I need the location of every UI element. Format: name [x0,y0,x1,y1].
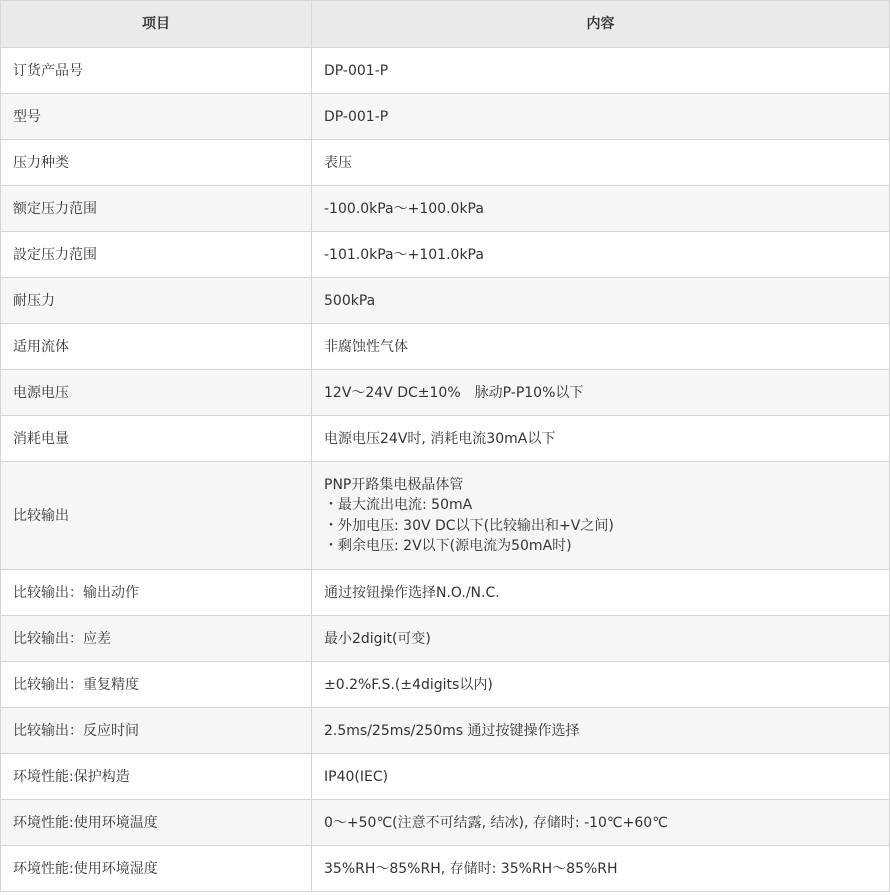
table-row [1,846,890,892]
row-item: 消耗电量 [1,416,312,462]
row-content: 表压 [312,140,890,186]
row-content: DP-001-P [312,48,890,94]
table-row [1,278,890,324]
row-item: 压力种类 [1,140,312,186]
row-content: 非腐蚀性气体 [312,324,890,370]
table-row [1,324,890,370]
row-item: 設定压力范围 [1,232,312,278]
row-content [312,462,890,570]
row-content: 500kPa [312,278,890,324]
row-content: 电源电压24V时, 消耗电流30mA以下 [312,416,890,462]
table-row [1,370,890,416]
row-content: IP40(IEC) [312,754,890,800]
table-row [1,800,890,846]
table-row [1,140,890,186]
row-item: 电源电压 [1,370,312,416]
table-row [1,754,890,800]
row-item: 额定压力范围 [1,186,312,232]
row-content: 35%RH～85%RH, 存储时: 35%RH～85%RH [312,846,890,892]
row-content: -100.0kPa～+100.0kPa [312,186,890,232]
row-item: 比较输出：输出动作 [1,570,312,616]
table-row [1,48,890,94]
table-row [1,708,890,754]
row-item: 比较输出：应差 [1,616,312,662]
row-item: 环境性能:保护构造 [1,754,312,800]
row-content: 最小2digit(可变) [312,616,890,662]
content-line: ・最大流出电流: 50mA [324,497,473,513]
header-item: 项目 [1,1,312,48]
row-content: DP-001-P [312,94,890,140]
content-line: ・外加电压: 30V DC以下(比较输出和+V之间) [324,517,614,534]
table-body [1,48,890,892]
row-content: -101.0kPa～+101.0kPa [312,232,890,278]
row-content: 2.5ms/25ms/250ms 通过按键操作选择 [312,708,890,754]
table-row [1,94,890,140]
table-header [1,1,890,48]
row-content: 12V～24V DC±10% 脉动P-P10%以下 [312,370,890,416]
table-row [1,462,890,570]
table-row [1,186,890,232]
row-item: 耐压力 [1,278,312,324]
row-item: 比较输出 [1,462,312,570]
row-item: 比较输出：反应时间 [1,708,312,754]
table-row [1,232,890,278]
row-item: 订货产品号 [1,48,312,94]
table-row [1,616,890,662]
table-row [1,416,890,462]
row-content: 0～+50℃(注意不可结露, 结冰), 存储时: -10℃+60℃ [312,800,890,846]
row-item: 适用流体 [1,324,312,370]
header-content: 内容 [312,1,890,48]
row-content: 通过按钮操作选择N.O./N.C. [312,570,890,616]
row-content-lines [324,475,877,557]
row-item: 环境性能:使用环境温度 [1,800,312,846]
row-item: 型号 [1,94,312,140]
header-row [1,1,890,48]
row-content: ±0.2%F.S.(±4digits以内) [312,662,890,708]
table-row [1,570,890,616]
content-line: PNP开路集电极晶体管 [324,476,464,493]
content-line: ・剩余电压: 2V以下(源电流为50mA时) [324,538,572,554]
table-row [1,662,890,708]
row-item: 环境性能:使用环境湿度 [1,846,312,892]
row-item: 比较输出：重复精度 [1,662,312,708]
